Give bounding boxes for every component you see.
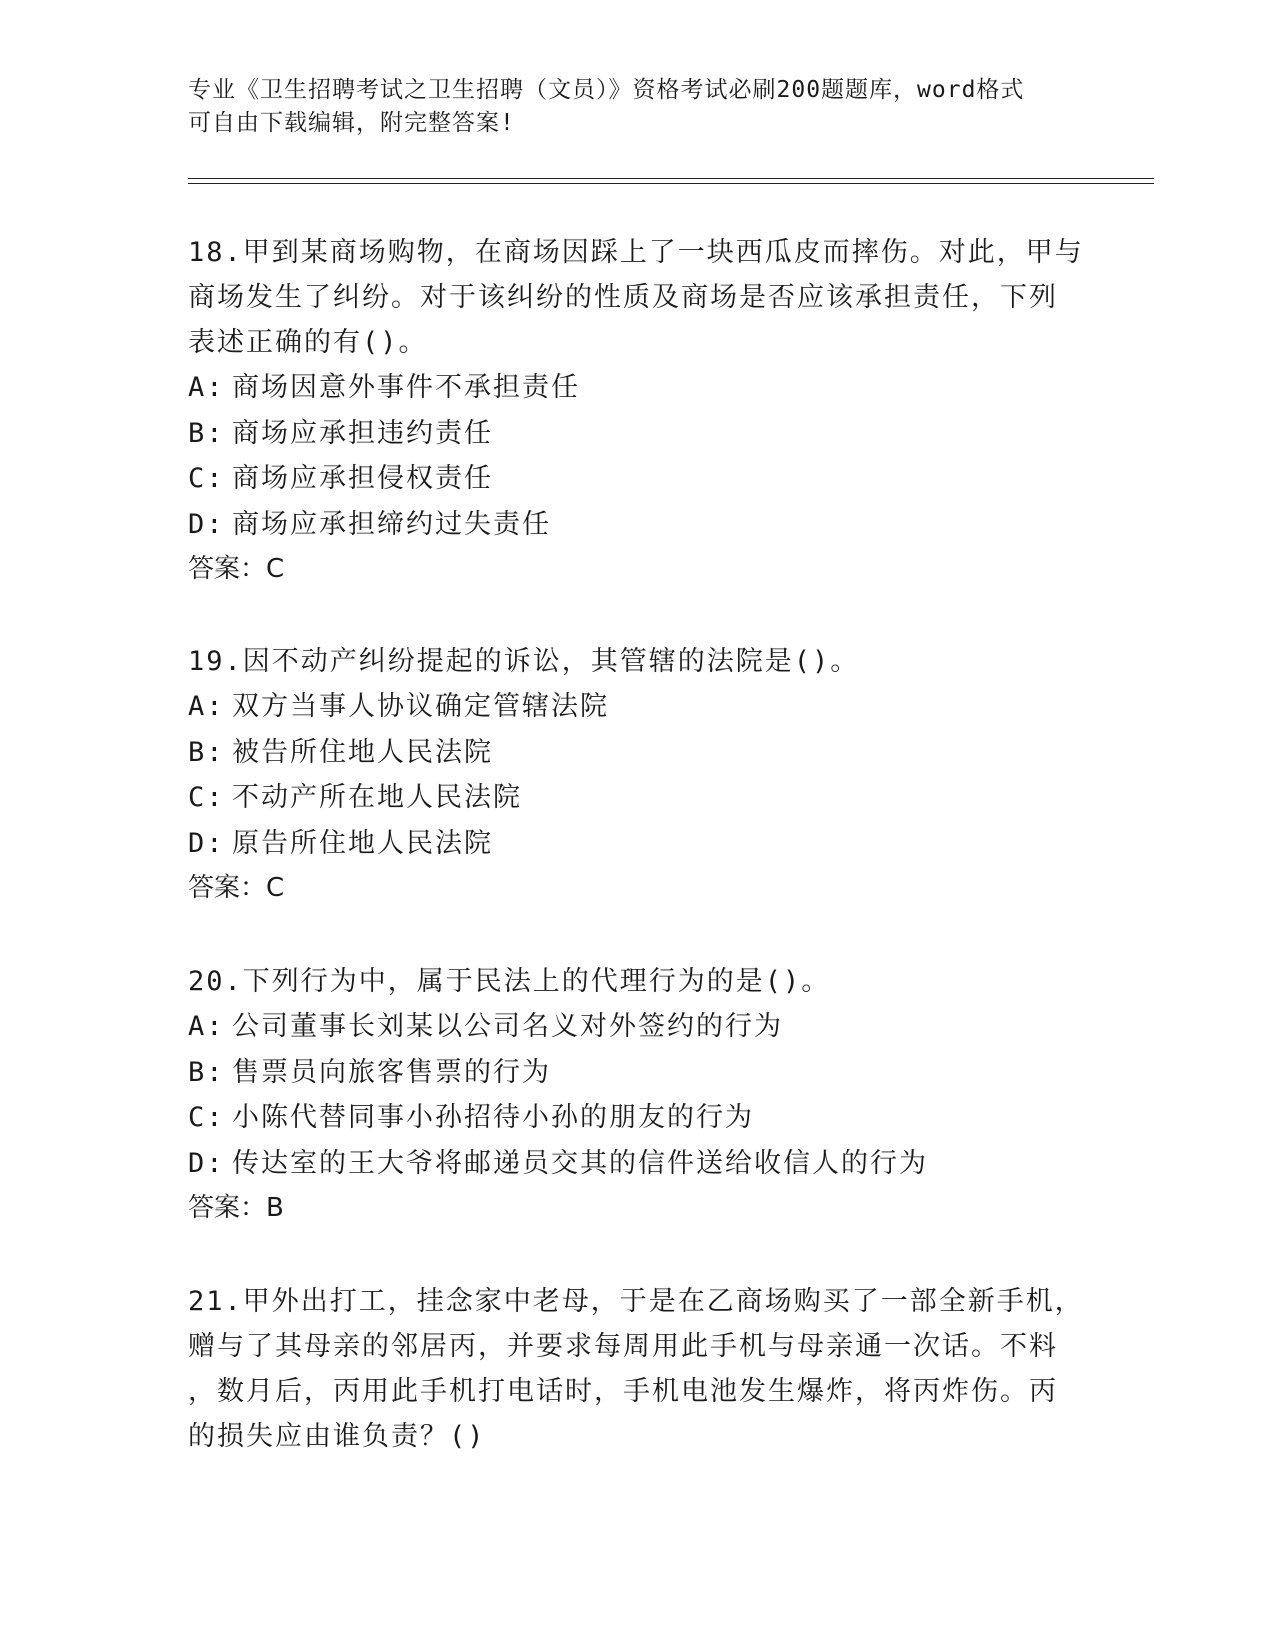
option-key: D: <box>188 508 225 540</box>
answer-line: 答案：C <box>188 873 285 903</box>
option-text: 公司董事长刘某以公司名义对外签约的行为 <box>232 1011 783 1042</box>
question-stem-line: 21.甲外出打工，挂念家中老母，于是在乙商场购买了一部全新手机， <box>188 1286 1084 1317</box>
option-b <box>188 730 1088 776</box>
option-key: C: <box>188 782 225 813</box>
option-text: 小陈代替同事小孙招待小孙的朋友的行为 <box>232 1102 754 1133</box>
option-a <box>188 684 1088 730</box>
header-divider-bottom <box>188 183 1154 184</box>
header-divider-top <box>188 178 1154 179</box>
option-text: 双方当事人协议确定管辖法院 <box>232 691 609 722</box>
option-key: B: <box>188 1056 225 1088</box>
option-d <box>188 1141 1088 1187</box>
question-18 <box>188 230 1088 592</box>
question-stem-line: 20.下列行为中，属于民法上的代理行为的是()。 <box>188 966 831 997</box>
question-stem-line: 18.甲到某商场购物，在商场因踩上了一块西瓜皮而摔伤。对此，甲与 <box>188 237 1084 268</box>
question-stem-line: ，数月后，丙用此手机打电话时，手机电池发生爆炸，将丙炸伤。丙 <box>188 1376 1058 1407</box>
question-19 <box>188 639 1088 911</box>
option-key: A: <box>188 372 225 403</box>
question-stem-line: 19.因不动产纠纷提起的诉讼，其管辖的法院是()。 <box>188 646 860 677</box>
question-stem-line: 表述正确的有()。 <box>188 327 428 358</box>
option-text: 售票员向旅客售票的行为 <box>232 1056 551 1088</box>
answer-line: 答案：B <box>188 1193 284 1223</box>
option-key: B: <box>188 736 225 768</box>
option-key: B: <box>188 417 225 449</box>
question-list <box>188 230 1088 1459</box>
option-text: 原告所住地人民法院 <box>232 827 493 859</box>
document-header <box>188 74 1088 140</box>
option-c <box>188 456 1088 502</box>
option-a <box>188 1004 1088 1050</box>
question-stem-line: 赠与了其母亲的邻居丙，并要求每周用此手机与母亲通一次话。不料 <box>188 1331 1058 1362</box>
option-d <box>188 821 1088 867</box>
option-a <box>188 365 1088 411</box>
option-b <box>188 1050 1088 1096</box>
option-key: D: <box>188 1147 225 1179</box>
option-text: 传达室的王大爷将邮递员交其的信件送给收信人的行为 <box>232 1147 928 1179</box>
answer-line: 答案：C <box>188 554 285 584</box>
option-text: 商场应承担侵权责任 <box>232 463 493 494</box>
option-text: 商场应承担违约责任 <box>232 417 493 449</box>
option-key: A: <box>188 691 225 722</box>
option-text: 被告所住地人民法院 <box>232 736 493 768</box>
option-key: D: <box>188 827 225 859</box>
question-21 <box>188 1279 1088 1459</box>
option-key: C: <box>188 463 225 494</box>
option-d <box>188 502 1088 548</box>
option-b <box>188 411 1088 457</box>
question-stem-line: 的损失应由谁负责？() <box>188 1421 486 1452</box>
option-text: 商场应承担缔约过失责任 <box>232 508 551 540</box>
option-text: 商场因意外事件不承担责任 <box>232 372 580 403</box>
header-line-1: 专业《卫生招聘考试之卫生招聘（文员）》资格考试必刷200题题库，word格式 <box>188 77 1025 103</box>
question-stem-line: 商场发生了纠纷。对于该纠纷的性质及商场是否应该承担责任，下列 <box>188 282 1058 313</box>
header-line-2: 可自由下载编辑，附完整答案! <box>188 110 515 136</box>
option-c <box>188 775 1088 821</box>
question-20 <box>188 959 1088 1231</box>
option-key: A: <box>188 1011 225 1042</box>
option-c <box>188 1095 1088 1141</box>
option-key: C: <box>188 1102 225 1133</box>
option-text: 不动产所在地人民法院 <box>232 782 522 813</box>
